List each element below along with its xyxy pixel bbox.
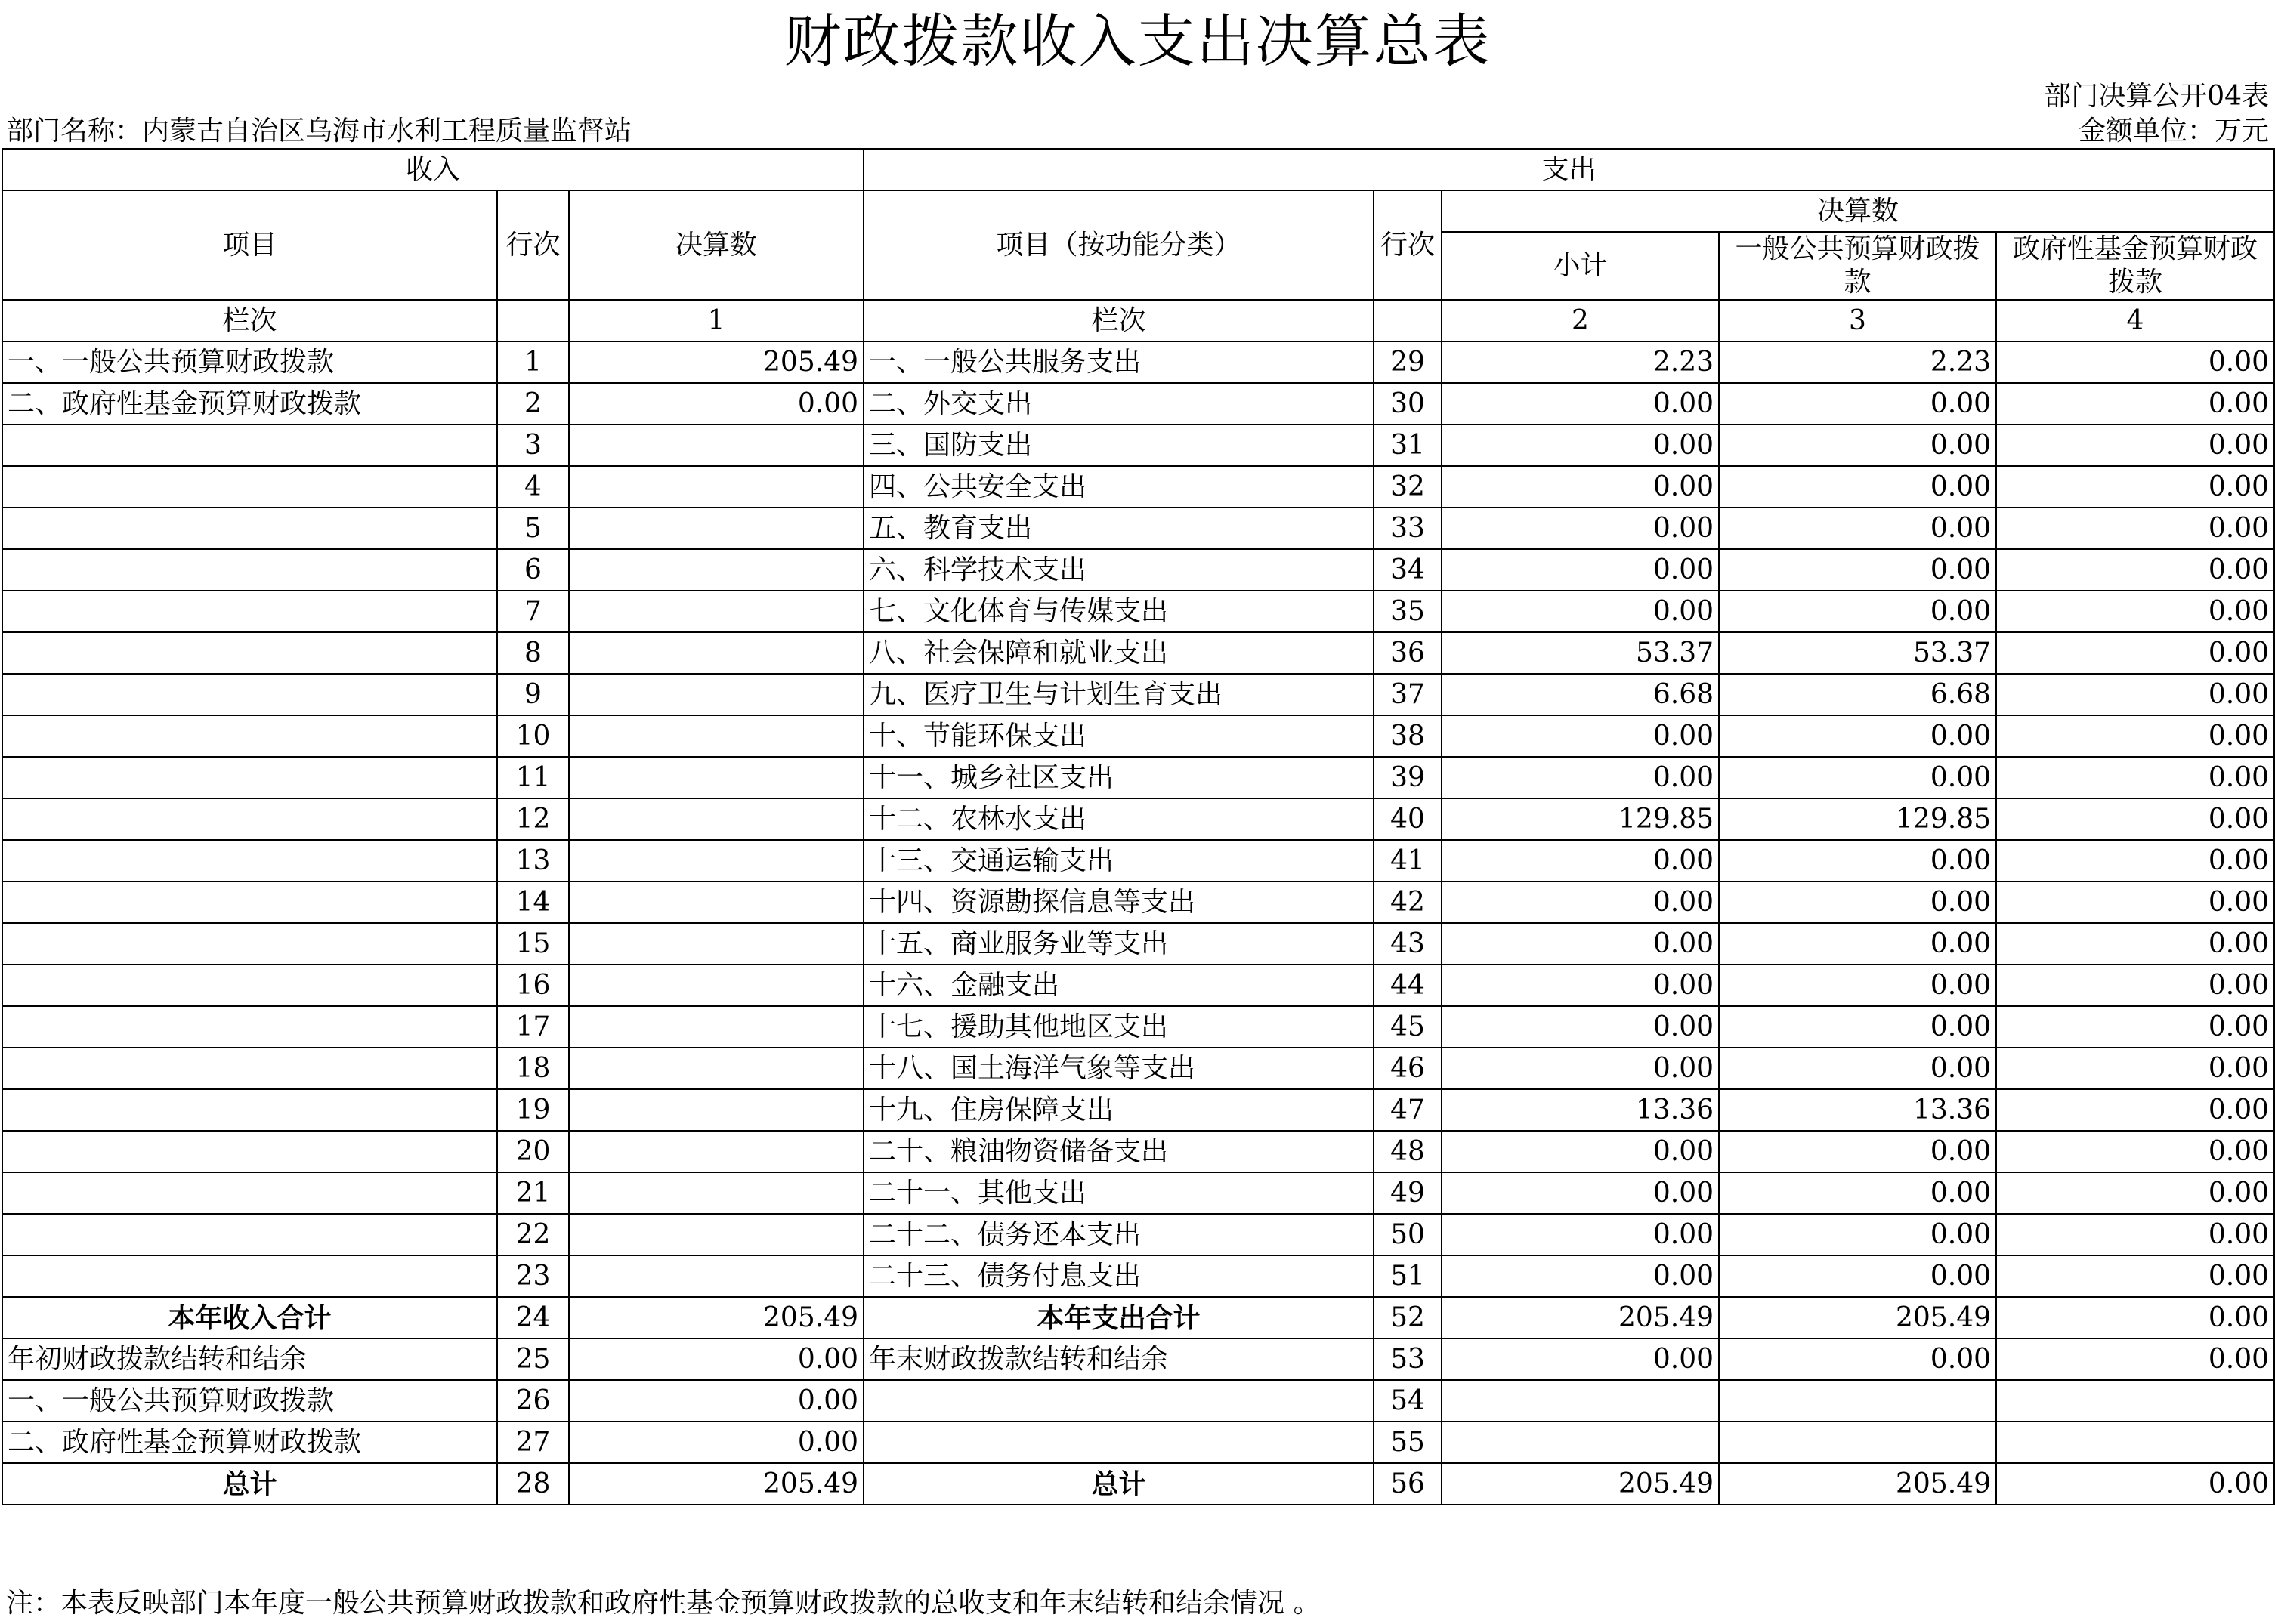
table-row <box>2 1172 2274 1214</box>
subtotal-cell: 2.23 <box>1442 341 1719 383</box>
expense-row-no-cell: 39 <box>1374 757 1442 798</box>
subtotal-cell: 53.37 <box>1442 632 1719 674</box>
subtotal-cell: 0.00 <box>1442 1214 1719 1255</box>
table-row <box>2 881 2274 923</box>
col-label-income: 栏次 <box>2 300 497 341</box>
expense-row-no-cell: 30 <box>1374 383 1442 425</box>
fund-budget-cell: 0.00 <box>1996 1214 2274 1255</box>
income-amount-cell: 205.49 <box>569 1297 864 1338</box>
fund-budget-cell: 0.00 <box>1996 1172 2274 1214</box>
general-budget-cell: 6.68 <box>1719 674 1996 715</box>
income-item-cell <box>2 674 497 715</box>
fund-budget-cell <box>1996 1380 2274 1422</box>
subtotal-cell: 0.00 <box>1442 1006 1719 1048</box>
income-row-no-cell: 7 <box>497 591 569 632</box>
income-item-header: 项目 <box>2 190 497 300</box>
expense-header: 支出 <box>864 149 2274 190</box>
expense-row-no-cell: 54 <box>1374 1380 1442 1422</box>
expense-item-cell: 十五、商业服务业等支出 <box>864 923 1374 965</box>
income-amount-cell: 0.00 <box>569 1380 864 1422</box>
table-row <box>2 840 2274 881</box>
fund-budget-cell: 0.00 <box>1996 1048 2274 1089</box>
income-item-cell <box>2 965 497 1006</box>
general-budget-cell: 0.00 <box>1719 840 1996 881</box>
income-amount-cell <box>569 425 864 466</box>
income-item-cell: 一、一般公共预算财政拨款 <box>2 341 497 383</box>
subtotal-cell: 0.00 <box>1442 1048 1719 1089</box>
income-amount-cell <box>569 965 864 1006</box>
col-label-expense: 栏次 <box>864 300 1374 341</box>
fund-budget-cell: 0.00 <box>1996 466 2274 508</box>
income-item-cell <box>2 425 497 466</box>
subtotal-cell: 0.00 <box>1442 466 1719 508</box>
table-row <box>2 923 2274 965</box>
general-budget-cell: 0.00 <box>1719 715 1996 757</box>
general-budget-cell: 205.49 <box>1719 1463 1996 1505</box>
expense-row-no-cell: 36 <box>1374 632 1442 674</box>
general-budget-cell: 0.00 <box>1719 1255 1996 1297</box>
expense-row-no-cell: 44 <box>1374 965 1442 1006</box>
fund-budget-cell: 0.00 <box>1996 1297 2274 1338</box>
income-amount-cell <box>569 632 864 674</box>
expense-item-cell: 十二、农林水支出 <box>864 798 1374 840</box>
general-budget-cell: 0.00 <box>1719 1006 1996 1048</box>
general-budget-cell: 0.00 <box>1719 757 1996 798</box>
expense-item-header: 项目（按功能分类） <box>864 190 1374 300</box>
expense-row-no-cell: 46 <box>1374 1048 1442 1089</box>
subtotal-cell: 0.00 <box>1442 881 1719 923</box>
income-amount-cell <box>569 508 864 549</box>
col-index-empty <box>1374 300 1442 341</box>
general-budget-cell: 53.37 <box>1719 632 1996 674</box>
table-row <box>2 549 2274 591</box>
subtotal-cell: 0.00 <box>1442 508 1719 549</box>
table-row <box>2 508 2274 549</box>
expense-item-cell <box>864 1380 1374 1422</box>
table-row <box>2 798 2274 840</box>
expense-item-cell: 十一、城乡社区支出 <box>864 757 1374 798</box>
expense-row-no-cell: 45 <box>1374 1006 1442 1048</box>
income-amount-cell <box>569 591 864 632</box>
expense-item-cell: 本年支出合计 <box>864 1297 1374 1338</box>
income-item-cell <box>2 591 497 632</box>
income-amount-cell <box>569 757 864 798</box>
fund-budget-header: 政府性基金预算财政拨款 <box>1996 232 2274 300</box>
subtotal-cell: 13.36 <box>1442 1089 1719 1131</box>
header-row-2 <box>2 190 2274 232</box>
subtotal-cell: 6.68 <box>1442 674 1719 715</box>
col-index-empty <box>497 300 569 341</box>
expense-item-cell: 十、节能环保支出 <box>864 715 1374 757</box>
expense-item-cell: 十三、交通运输支出 <box>864 840 1374 881</box>
income-header: 收入 <box>2 149 864 190</box>
income-row-no-cell: 21 <box>497 1172 569 1214</box>
income-amount-cell <box>569 466 864 508</box>
fund-budget-cell: 0.00 <box>1996 881 2274 923</box>
summary-row <box>2 1297 2274 1338</box>
fund-budget-cell: 0.00 <box>1996 383 2274 425</box>
table-row <box>2 715 2274 757</box>
income-item-cell <box>2 1255 497 1297</box>
income-item-cell <box>2 466 497 508</box>
income-row-no-cell: 4 <box>497 466 569 508</box>
subtotal-cell <box>1442 1380 1719 1422</box>
income-item-cell <box>2 1172 497 1214</box>
income-item-cell <box>2 881 497 923</box>
subtotal-header: 小计 <box>1442 232 1719 300</box>
table-row <box>2 632 2274 674</box>
table-row <box>2 1048 2274 1089</box>
general-budget-cell: 13.36 <box>1719 1089 1996 1131</box>
expense-row-no-cell: 49 <box>1374 1172 1442 1214</box>
income-row-no-cell: 23 <box>497 1255 569 1297</box>
expense-item-cell: 二、外交支出 <box>864 383 1374 425</box>
col-index-4: 4 <box>1996 300 2274 341</box>
fund-budget-cell: 0.00 <box>1996 341 2274 383</box>
expense-item-cell: 五、教育支出 <box>864 508 1374 549</box>
general-budget-cell: 0.00 <box>1719 923 1996 965</box>
subtotal-cell: 0.00 <box>1442 757 1719 798</box>
subtotal-cell: 0.00 <box>1442 383 1719 425</box>
col-index-2: 2 <box>1442 300 1719 341</box>
fund-budget-cell <box>1996 1422 2274 1463</box>
income-row-no-cell: 1 <box>497 341 569 383</box>
expense-row-no-cell: 48 <box>1374 1131 1442 1172</box>
general-budget-cell: 0.00 <box>1719 591 1996 632</box>
header-row-1 <box>2 149 2274 190</box>
general-budget-cell: 0.00 <box>1719 965 1996 1006</box>
table-row <box>2 383 2274 425</box>
income-amount-cell <box>569 1131 864 1172</box>
income-row-no-cell: 11 <box>497 757 569 798</box>
expense-item-cell: 年末财政拨款结转和结余 <box>864 1338 1374 1380</box>
general-budget-cell: 0.00 <box>1719 1338 1996 1380</box>
income-item-cell: 一、一般公共预算财政拨款 <box>2 1380 497 1422</box>
table-row <box>2 1214 2274 1255</box>
fund-budget-cell: 0.00 <box>1996 923 2274 965</box>
expense-row-no-cell: 37 <box>1374 674 1442 715</box>
table-row <box>2 425 2274 466</box>
income-item-cell <box>2 1048 497 1089</box>
expense-row-no-cell: 51 <box>1374 1255 1442 1297</box>
fund-budget-cell: 0.00 <box>1996 1089 2274 1131</box>
expense-item-cell: 二十二、债务还本支出 <box>864 1214 1374 1255</box>
subtotal-cell: 0.00 <box>1442 840 1719 881</box>
expense-item-cell: 九、医疗卫生与计划生育支出 <box>864 674 1374 715</box>
income-amount-cell: 0.00 <box>569 383 864 425</box>
table-row <box>2 1006 2274 1048</box>
expense-item-cell: 十六、金融支出 <box>864 965 1374 1006</box>
fund-budget-cell: 0.00 <box>1996 1338 2274 1380</box>
general-budget-cell: 0.00 <box>1719 508 1996 549</box>
subtotal-cell: 0.00 <box>1442 965 1719 1006</box>
general-budget-cell: 0.00 <box>1719 1172 1996 1214</box>
expense-row-no-cell: 38 <box>1374 715 1442 757</box>
expense-item-cell: 二十一、其他支出 <box>864 1172 1374 1214</box>
income-row-no-cell: 10 <box>497 715 569 757</box>
subtotal-cell: 205.49 <box>1442 1463 1719 1505</box>
subtotal-cell: 0.00 <box>1442 591 1719 632</box>
subtotal-cell: 129.85 <box>1442 798 1719 840</box>
fund-budget-cell: 0.00 <box>1996 425 2274 466</box>
general-budget-cell: 2.23 <box>1719 341 1996 383</box>
income-amount-cell <box>569 1089 864 1131</box>
expense-row-no-header: 行次 <box>1374 190 1442 300</box>
subtotal-cell: 0.00 <box>1442 425 1719 466</box>
general-budget-cell <box>1719 1422 1996 1463</box>
general-budget-cell: 0.00 <box>1719 466 1996 508</box>
fund-budget-cell: 0.00 <box>1996 549 2274 591</box>
income-amount-cell <box>569 1006 864 1048</box>
fund-budget-cell: 0.00 <box>1996 1255 2274 1297</box>
expense-row-no-cell: 52 <box>1374 1297 1442 1338</box>
income-item-cell: 年初财政拨款结转和结余 <box>2 1338 497 1380</box>
income-row-no-cell: 2 <box>497 383 569 425</box>
fund-budget-cell: 0.00 <box>1996 508 2274 549</box>
income-row-no-cell: 18 <box>497 1048 569 1089</box>
general-budget-cell: 0.00 <box>1719 1131 1996 1172</box>
expense-row-no-cell: 50 <box>1374 1214 1442 1255</box>
income-row-no-cell: 17 <box>497 1006 569 1048</box>
general-budget-cell: 0.00 <box>1719 1214 1996 1255</box>
income-amount-cell <box>569 881 864 923</box>
income-amount-cell <box>569 840 864 881</box>
expense-item-cell: 六、科学技术支出 <box>864 549 1374 591</box>
expense-row-no-cell: 35 <box>1374 591 1442 632</box>
general-budget-cell: 0.00 <box>1719 1048 1996 1089</box>
income-amount-cell <box>569 1172 864 1214</box>
income-amount-cell: 205.49 <box>569 341 864 383</box>
income-amount-cell <box>569 715 864 757</box>
income-item-cell: 总计 <box>2 1463 497 1505</box>
page-title: 财政拨款收入支出决算总表 <box>784 8 1491 75</box>
income-amount-cell <box>569 1214 864 1255</box>
expense-row-no-cell: 33 <box>1374 508 1442 549</box>
subtotal-cell: 0.00 <box>1442 549 1719 591</box>
income-item-cell <box>2 1089 497 1131</box>
income-item-cell <box>2 923 497 965</box>
expense-row-no-cell: 56 <box>1374 1463 1442 1505</box>
subtotal-cell: 0.00 <box>1442 1338 1719 1380</box>
income-amount-cell: 0.00 <box>569 1338 864 1380</box>
expense-row-no-cell: 53 <box>1374 1338 1442 1380</box>
fund-budget-cell: 0.00 <box>1996 1006 2274 1048</box>
expense-row-no-cell: 55 <box>1374 1422 1442 1463</box>
expense-row-no-cell: 40 <box>1374 798 1442 840</box>
income-amount-cell <box>569 549 864 591</box>
income-amount-cell <box>569 1048 864 1089</box>
fund-budget-cell: 0.00 <box>1996 757 2274 798</box>
expense-row-no-cell: 41 <box>1374 840 1442 881</box>
expense-item-cell: 十九、住房保障支出 <box>864 1089 1374 1131</box>
income-row-no-cell: 14 <box>497 881 569 923</box>
income-item-cell <box>2 508 497 549</box>
expense-item-cell: 十八、国土海洋气象等支出 <box>864 1048 1374 1089</box>
expense-row-no-cell: 34 <box>1374 549 1442 591</box>
fund-budget-cell: 0.00 <box>1996 674 2274 715</box>
income-item-cell <box>2 757 497 798</box>
amount-unit: 金额单位：万元 <box>2078 116 2269 147</box>
table-row <box>2 466 2274 508</box>
subtotal-cell: 0.00 <box>1442 923 1719 965</box>
expense-item-cell: 四、公共安全支出 <box>864 466 1374 508</box>
table-row <box>2 1131 2274 1172</box>
fund-budget-cell: 0.00 <box>1996 840 2274 881</box>
income-row-no-cell: 6 <box>497 549 569 591</box>
income-item-cell <box>2 840 497 881</box>
expense-item-cell: 十七、援助其他地区支出 <box>864 1006 1374 1048</box>
income-item-cell <box>2 1131 497 1172</box>
general-budget-cell: 0.00 <box>1719 383 1996 425</box>
expense-item-cell: 三、国防支出 <box>864 425 1374 466</box>
income-item-cell <box>2 1214 497 1255</box>
expense-row-no-cell: 29 <box>1374 341 1442 383</box>
income-row-no-cell: 26 <box>497 1380 569 1422</box>
general-budget-cell: 0.00 <box>1719 549 1996 591</box>
income-row-no-cell: 22 <box>497 1214 569 1255</box>
fund-budget-cell: 0.00 <box>1996 632 2274 674</box>
summary-row <box>2 1422 2274 1463</box>
income-item-cell: 二、政府性基金预算财政拨款 <box>2 383 497 425</box>
general-budget-cell: 205.49 <box>1719 1297 1996 1338</box>
income-row-no-header: 行次 <box>497 190 569 300</box>
expense-row-no-cell: 31 <box>1374 425 1442 466</box>
expense-row-no-cell: 47 <box>1374 1089 1442 1131</box>
income-row-no-cell: 15 <box>497 923 569 965</box>
expense-item-cell: 总计 <box>864 1463 1374 1505</box>
table-row <box>2 757 2274 798</box>
fund-budget-cell: 0.00 <box>1996 1463 2274 1505</box>
expense-item-cell: 八、社会保障和就业支出 <box>864 632 1374 674</box>
footnote: 注：本表反映部门本年度一般公共预算财政拨款和政府性基金预算财政拨款的总收支和年末结转和结余情况 。 <box>6 1588 1321 1619</box>
table-row <box>2 674 2274 715</box>
summary-row <box>2 1338 2274 1380</box>
income-amount-cell <box>569 674 864 715</box>
income-item-cell <box>2 798 497 840</box>
table-number: 部门决算公开04表 <box>2044 81 2269 112</box>
expense-item-cell: 十四、资源勘探信息等支出 <box>864 881 1374 923</box>
subtotal-cell: 0.00 <box>1442 1255 1719 1297</box>
income-item-cell <box>2 715 497 757</box>
expense-row-no-cell: 42 <box>1374 881 1442 923</box>
expense-item-cell: 二十、粮油物资储备支出 <box>864 1131 1374 1172</box>
income-row-no-cell: 5 <box>497 508 569 549</box>
income-row-no-cell: 27 <box>497 1422 569 1463</box>
income-amount-cell <box>569 798 864 840</box>
expense-row-no-cell: 32 <box>1374 466 1442 508</box>
income-row-no-cell: 28 <box>497 1463 569 1505</box>
fund-budget-cell: 0.00 <box>1996 798 2274 840</box>
income-amount-cell <box>569 923 864 965</box>
income-item-cell <box>2 632 497 674</box>
income-row-no-cell: 13 <box>497 840 569 881</box>
col-index-3: 3 <box>1719 300 1996 341</box>
subtotal-cell: 0.00 <box>1442 715 1719 757</box>
income-row-no-cell: 12 <box>497 798 569 840</box>
fund-budget-cell: 0.00 <box>1996 965 2274 1006</box>
subtotal-cell <box>1442 1422 1719 1463</box>
general-budget-cell <box>1719 1380 1996 1422</box>
fund-budget-cell: 0.00 <box>1996 715 2274 757</box>
general-budget-cell: 129.85 <box>1719 798 1996 840</box>
income-amount-cell: 0.00 <box>569 1422 864 1463</box>
fund-budget-cell: 0.00 <box>1996 1131 2274 1172</box>
summary-row <box>2 1463 2274 1505</box>
expense-item-cell: 一、一般公共服务支出 <box>864 341 1374 383</box>
expense-amount-header: 决算数 <box>1442 190 2274 232</box>
income-row-no-cell: 8 <box>497 632 569 674</box>
expense-item-cell: 七、文化体育与传媒支出 <box>864 591 1374 632</box>
subtotal-cell: 0.00 <box>1442 1131 1719 1172</box>
income-item-cell: 本年收入合计 <box>2 1297 497 1338</box>
income-row-no-cell: 20 <box>497 1131 569 1172</box>
subtotal-cell: 205.49 <box>1442 1297 1719 1338</box>
general-budget-header: 一般公共预算财政拨款 <box>1719 232 1996 300</box>
income-amount-cell: 205.49 <box>569 1463 864 1505</box>
summary-row <box>2 1380 2274 1422</box>
expense-item-cell <box>864 1422 1374 1463</box>
department-name: 部门名称：内蒙古自治区乌海市水利工程质量监督站 <box>6 116 632 147</box>
budget-table <box>2 148 2275 1505</box>
income-row-no-cell: 9 <box>497 674 569 715</box>
income-amount-cell <box>569 1255 864 1297</box>
table-row <box>2 341 2274 383</box>
expense-row-no-cell: 43 <box>1374 923 1442 965</box>
fund-budget-cell: 0.00 <box>1996 591 2274 632</box>
table-row <box>2 965 2274 1006</box>
income-row-no-cell: 3 <box>497 425 569 466</box>
general-budget-cell: 0.00 <box>1719 881 1996 923</box>
income-amount-header: 决算数 <box>569 190 864 300</box>
general-budget-cell: 0.00 <box>1719 425 1996 466</box>
income-row-no-cell: 25 <box>497 1338 569 1380</box>
subtotal-cell: 0.00 <box>1442 1172 1719 1214</box>
income-item-cell <box>2 1006 497 1048</box>
table-row <box>2 1255 2274 1297</box>
expense-item-cell: 二十三、债务付息支出 <box>864 1255 1374 1297</box>
income-row-no-cell: 19 <box>497 1089 569 1131</box>
col-index-1: 1 <box>569 300 864 341</box>
income-item-cell <box>2 549 497 591</box>
column-index-row <box>2 300 2274 341</box>
table-row <box>2 1089 2274 1131</box>
income-item-cell: 二、政府性基金预算财政拨款 <box>2 1422 497 1463</box>
income-row-no-cell: 16 <box>497 965 569 1006</box>
income-row-no-cell: 24 <box>497 1297 569 1338</box>
table-row <box>2 591 2274 632</box>
